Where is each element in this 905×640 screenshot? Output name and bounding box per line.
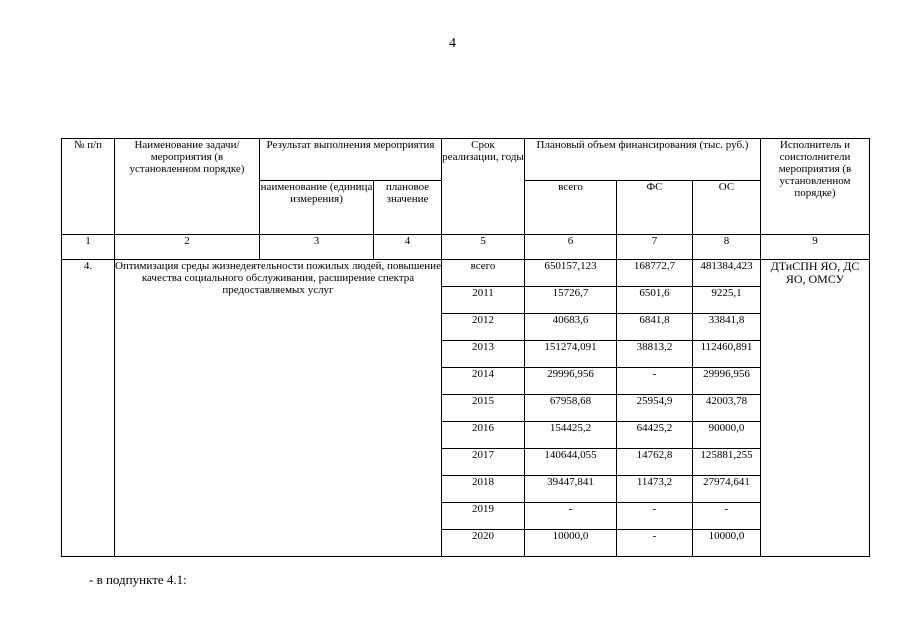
- os-cell: 27974,641: [693, 476, 761, 503]
- header-total: всего: [525, 181, 617, 235]
- total-cell: 140644,055: [525, 449, 617, 476]
- fs-cell: -: [617, 530, 693, 557]
- table-row: [62, 260, 870, 287]
- funding-table: [61, 138, 870, 557]
- total-cell: 10000,0: [525, 530, 617, 557]
- header-fs: ФС: [617, 181, 693, 235]
- column-number: 5: [442, 235, 525, 260]
- year-cell: всего: [442, 260, 525, 287]
- page-number: 4: [449, 36, 456, 51]
- total-cell: -: [525, 503, 617, 530]
- total-cell: 151274,091: [525, 341, 617, 368]
- column-number: 2: [115, 235, 260, 260]
- os-cell: 29996,956: [693, 368, 761, 395]
- fs-cell: -: [617, 368, 693, 395]
- os-cell: 112460,891: [693, 341, 761, 368]
- fs-cell: 64425,2: [617, 422, 693, 449]
- column-number: 9: [761, 235, 870, 260]
- fs-cell: -: [617, 503, 693, 530]
- year-cell: 2018: [442, 476, 525, 503]
- fs-cell: 11473,2: [617, 476, 693, 503]
- header-num: № п/п: [62, 139, 115, 235]
- column-number: 8: [693, 235, 761, 260]
- total-cell: 40683,6: [525, 314, 617, 341]
- column-number: 1: [62, 235, 115, 260]
- fs-cell: 25954,9: [617, 395, 693, 422]
- item-executor: ДТиСПН ЯО, ДС ЯО, ОМСУ: [761, 260, 870, 557]
- os-cell: 42003,78: [693, 395, 761, 422]
- year-cell: 2017: [442, 449, 525, 476]
- header-task: Наименование задачи/мероприятия (в установленном порядке): [115, 139, 260, 235]
- total-cell: 29996,956: [525, 368, 617, 395]
- os-cell: 481384,423: [693, 260, 761, 287]
- header-os: ОС: [693, 181, 761, 235]
- total-cell: 154425,2: [525, 422, 617, 449]
- footer-note: - в подпункте 4.1:: [89, 572, 187, 587]
- os-cell: -: [693, 503, 761, 530]
- os-cell: 10000,0: [693, 530, 761, 557]
- header-result-name: наименование (единица измерения): [260, 181, 374, 235]
- year-cell: 2014: [442, 368, 525, 395]
- year-cell: 2016: [442, 422, 525, 449]
- item-description: Оптимизация среды жизнедеятельности пожилых людей, повышение качества социального обслуживания, расширение спектра предоставляемых услуг: [115, 260, 442, 557]
- year-cell: 2013: [442, 341, 525, 368]
- fs-cell: 38813,2: [617, 341, 693, 368]
- total-cell: 650157,123: [525, 260, 617, 287]
- item-number: 4.: [62, 260, 115, 557]
- header-executor: Исполнитель и соисполнители мероприятия (в установленном порядке): [761, 139, 870, 235]
- column-number-row: [62, 235, 870, 260]
- year-cell: 2015: [442, 395, 525, 422]
- column-number: 4: [374, 235, 442, 260]
- os-cell: 33841,8: [693, 314, 761, 341]
- os-cell: 9225,1: [693, 287, 761, 314]
- os-cell: 125881,255: [693, 449, 761, 476]
- column-number: 6: [525, 235, 617, 260]
- os-cell: 90000,0: [693, 422, 761, 449]
- fs-cell: 168772,7: [617, 260, 693, 287]
- header-funding: Плановый объем финансирования (тыс. руб.): [525, 139, 761, 181]
- total-cell: 39447,841: [525, 476, 617, 503]
- fs-cell: 6501,6: [617, 287, 693, 314]
- column-number: 3: [260, 235, 374, 260]
- fs-cell: 14762,8: [617, 449, 693, 476]
- year-cell: 2020: [442, 530, 525, 557]
- fs-cell: 6841,8: [617, 314, 693, 341]
- total-cell: 67958,68: [525, 395, 617, 422]
- column-number: 7: [617, 235, 693, 260]
- header-term: Срок реализации, годы: [442, 139, 525, 235]
- year-cell: 2011: [442, 287, 525, 314]
- header-result-plan: плановое значение: [374, 181, 442, 235]
- header-result: Результат выполнения мероприятия: [260, 139, 442, 181]
- year-cell: 2012: [442, 314, 525, 341]
- year-cell: 2019: [442, 503, 525, 530]
- total-cell: 15726,7: [525, 287, 617, 314]
